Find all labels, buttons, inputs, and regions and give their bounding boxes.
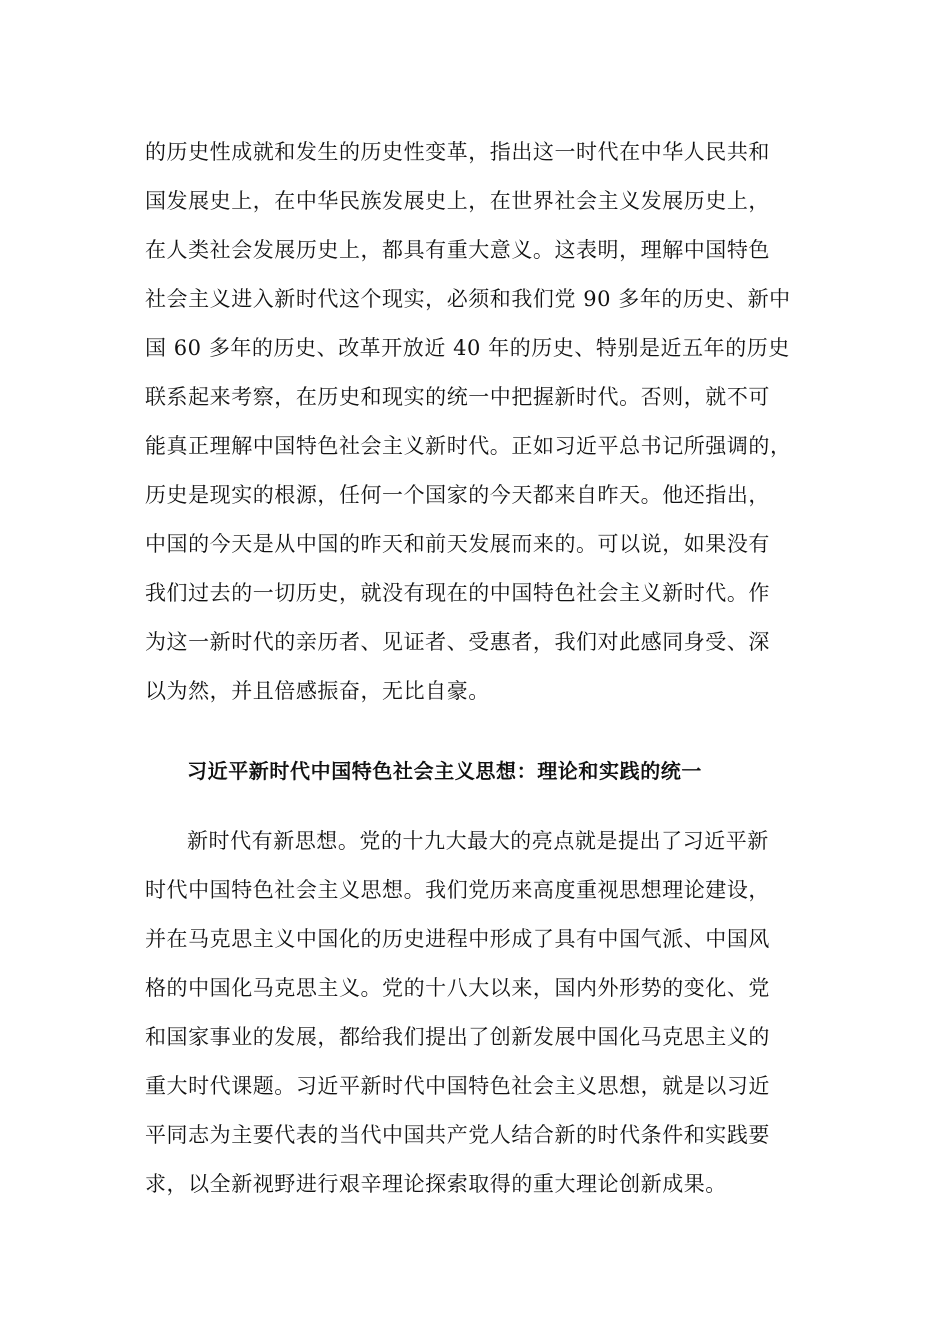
paragraph-line: 在人类社会发展历史上，都具有重大意义。这表明，理解中国特色 bbox=[145, 238, 770, 262]
paragraph-line: 求，以全新视野进行艰辛理论探索取得的重大理论创新成果。 bbox=[145, 1172, 727, 1196]
paragraph-line: 并在马克思主义中国化的历史进程中形成了具有中国气派、中国风 bbox=[145, 927, 770, 951]
section-heading: 习近平新时代中国特色社会主义思想：理论和实践的统一 bbox=[187, 759, 702, 783]
paragraph-line: 平同志为主要代表的当代中国共产党人结合新的时代条件和实践要 bbox=[145, 1123, 770, 1147]
paragraph-line: 能真正理解中国特色社会主义新时代。正如习近平总书记所强调的， bbox=[145, 434, 792, 458]
paragraph-line: 中国的今天是从中国的昨天和前天发展而来的。可以说，如果没有 bbox=[145, 532, 770, 556]
paragraph-line: 的历史性成就和发生的历史性变革，指出这一时代在中华人民共和 bbox=[145, 140, 770, 164]
paragraph-line: 以为然，并且倍感振奋，无比自豪。 bbox=[145, 679, 490, 703]
paragraph-line: 国 60 多年的历史、改革开放近 40 年的历史、特别是近五年的历史 bbox=[145, 336, 790, 360]
paragraph-line: 社会主义进入新时代这个现实，必须和我们党 90 多年的历史、新中 bbox=[145, 287, 791, 311]
paragraph-line: 为这一新时代的亲历者、见证者、受惠者，我们对此感同身受、深 bbox=[145, 630, 770, 654]
paragraph-line: 格的中国化马克思主义。党的十八大以来，国内外形势的变化、党 bbox=[145, 976, 770, 1000]
paragraph-line: 重大时代课题。习近平新时代中国特色社会主义思想，就是以习近 bbox=[145, 1074, 770, 1098]
paragraph-line: 新时代有新思想。党的十九大最大的亮点就是提出了习近平新 bbox=[187, 829, 769, 853]
paragraph-line: 和国家事业的发展，都给我们提出了创新发展中国化马克思主义的 bbox=[145, 1025, 770, 1049]
paragraph-line: 联系起来考察，在历史和现实的统一中把握新时代。否则，就不可 bbox=[145, 385, 770, 409]
paragraph-line: 时代中国特色社会主义思想。我们党历来高度重视思想理论建设， bbox=[145, 878, 770, 902]
paragraph-line: 我们过去的一切历史，就没有现在的中国特色社会主义新时代。作 bbox=[145, 581, 770, 605]
paragraph-line: 国发展史上，在中华民族发展史上，在世界社会主义发展历史上， bbox=[145, 189, 770, 213]
paragraph-line: 历史是现实的根源，任何一个国家的今天都来自昨天。他还指出， bbox=[145, 483, 770, 507]
